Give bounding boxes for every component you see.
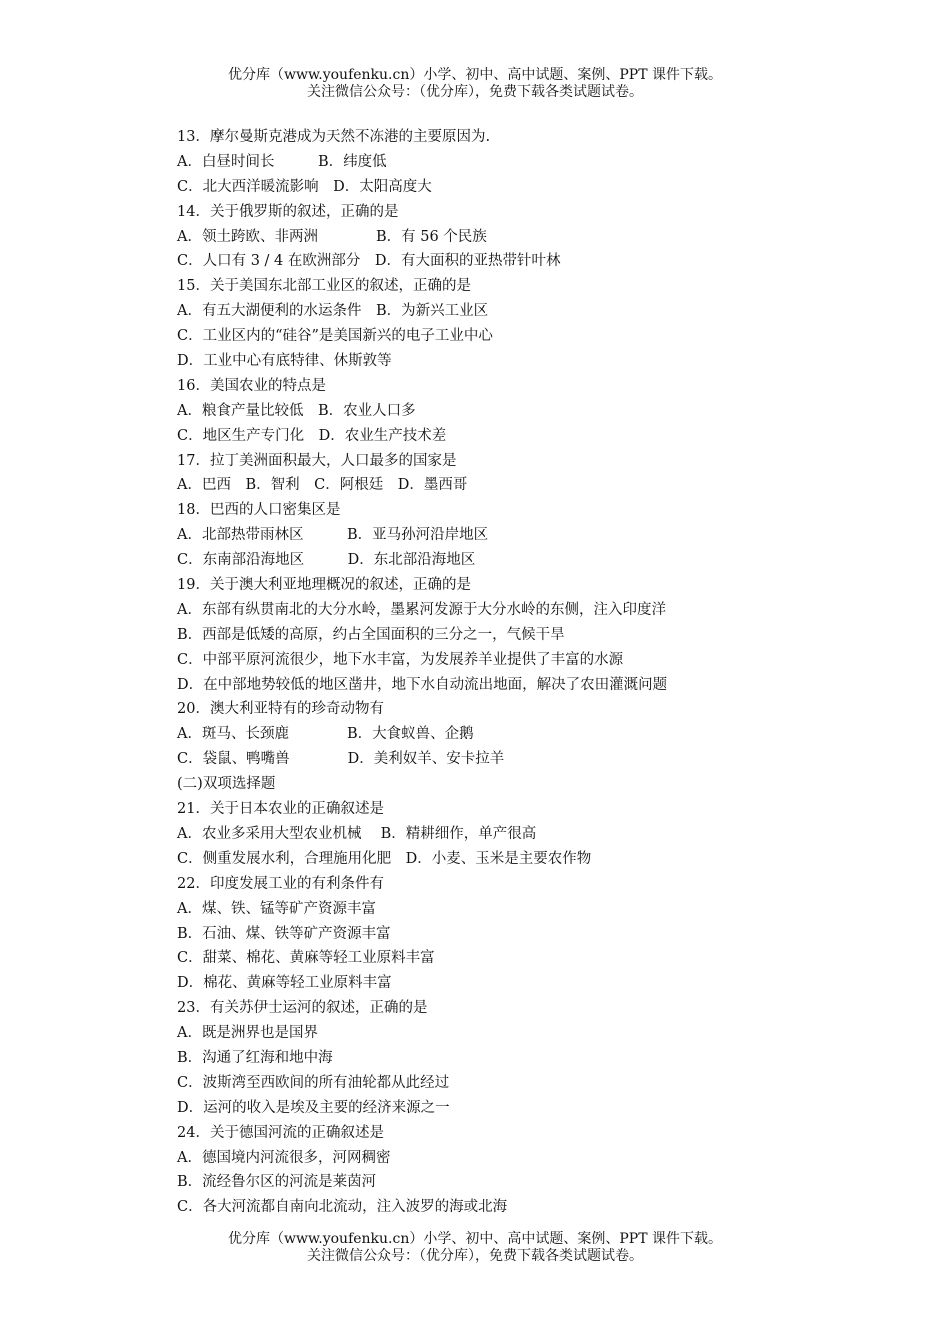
question-19-option-b: B．西部是低矮的高原，约占全国面积的三分之一，气候干旱 [177, 626, 565, 643]
question-24-option-c: C．各大河流都自南向北流动，注入波罗的海或北海 [177, 1199, 508, 1216]
question-15-options-ab: A．有五大湖便利的水运条件 B．为新兴工业区 [177, 303, 489, 320]
question-24-option-b: B．流经鲁尔区的河流是莱茵河 [177, 1174, 377, 1191]
question-15-option-c: C．工业区内的“硅谷”是美国新兴的电子工业中心 [177, 328, 493, 345]
question-17-stem: 17．拉丁美洲面积最大，人口最多的国家是 [177, 452, 457, 469]
question-18-stem: 18．巴西的人口密集区是 [177, 502, 341, 519]
question-19-option-a: A．东部有纵贯南北的大分水岭，墨累河发源于大分水岭的东侧，注入印度洋 [177, 601, 666, 618]
question-18-options-cd: C．东南部沿海地区 D．东北部沿海地区 [177, 552, 476, 569]
question-19-option-c: C．中部平原河流很少，地下水丰富，为发展养羊业提供了丰富的水源 [177, 651, 624, 668]
question-14-options-cd: C．人口有 3 / 4 在欧洲部分 D．有大面积的亚热带针叶林 [177, 253, 561, 270]
question-22-stem: 22．印度发展工业的有利条件有 [177, 875, 384, 892]
section-heading: (二)双项选择题 [177, 776, 276, 793]
question-23-option-c: C．波斯湾至西欧间的所有油轮都从此经过 [177, 1074, 450, 1091]
question-16-stem: 16．美国农业的特点是 [177, 377, 326, 394]
question-22-option-a: A．煤、铁、锰等矿产资源丰富 [177, 900, 376, 917]
question-22-option-d: D．棉花、黄麻等轻工业原料丰富 [177, 975, 392, 992]
footer-line-1: 优分库（www.youfenku.cn）小学、初中、高中试题、案例、PPT 课件下载。 [227, 1231, 722, 1247]
question-23-option-d: D．运河的收入是埃及主要的经济来源之一 [177, 1099, 450, 1116]
question-21-options-cd: C．侧重发展水利，合理施用化肥 D．小麦、玉米是主要农作物 [177, 850, 592, 867]
question-13-options-ab: A．白昼时间长 B．纬度低 [177, 153, 387, 170]
question-14-options-ab: A．领土跨欧、非两洲 B．有 56 个民族 [177, 228, 487, 245]
question-20-options-cd: C．袋鼠、鸭嘴兽 D．美利奴羊、安卡拉羊 [177, 751, 505, 768]
question-23-option-a: A．既是洲界也是国界 [177, 1025, 318, 1042]
question-16-options-cd: C．地区生产专门化 D．农业生产技术差 [177, 427, 447, 444]
question-24-stem: 24．关于德国河流的正确叙述是 [177, 1124, 384, 1141]
question-21-stem: 21．关于日本农业的正确叙述是 [177, 801, 384, 818]
header-line-2: 关注微信公众号：（优分库），免费下载各类试题试卷。 [307, 84, 643, 100]
question-14-stem: 14．关于俄罗斯的叙述，正确的是 [177, 203, 399, 220]
question-23-option-b: B．沟通了红海和地中海 [177, 1049, 333, 1066]
question-list [177, 125, 877, 1220]
page-header [0, 67, 950, 101]
question-16-options-ab: A．粮食产量比较低 B．农业人口多 [177, 402, 416, 419]
question-19-option-d: D．在中部地势较低的地区凿井，地下水自动流出地面，解决了农田灌溉问题 [177, 676, 668, 693]
header-line-1: 优分库（www.youfenku.cn）小学、初中、高中试题、案例、PPT 课件下载。 [227, 67, 722, 83]
question-20-stem: 20．澳大利亚特有的珍奇动物有 [177, 701, 384, 718]
question-18-options-ab: A．北部热带雨林区 B．亚马孙河沿岸地区 [177, 527, 489, 544]
question-22-option-b: B．石油、煤、铁等矿产资源丰富 [177, 925, 391, 942]
question-22-option-c: C．甜菜、棉花、黄麻等轻工业原料丰富 [177, 950, 435, 967]
question-21-options-ab: A．农业多采用大型农业机械 B．精耕细作，单产很高 [177, 825, 537, 842]
question-13-stem: 13．摩尔曼斯克港成为天然不冻港的主要原因为. [177, 129, 491, 145]
question-17-options: A．巴西 B．智利 C．阿根廷 D．墨西哥 [177, 477, 468, 494]
question-24-option-a: A．德国境内河流很多，河网稠密 [177, 1149, 391, 1166]
question-19-stem: 19．关于澳大利亚地理概况的叙述，正确的是 [177, 577, 471, 594]
question-15-stem: 15．关于美国东北部工业区的叙述，正确的是 [177, 278, 471, 295]
question-15-option-d: D．工业中心有底特律、休斯敦等 [177, 353, 392, 370]
page-footer [0, 1231, 950, 1265]
footer-line-2: 关注微信公众号：（优分库），免费下载各类试题试卷。 [307, 1248, 643, 1264]
question-23-stem: 23．有关苏伊士运河的叙述，正确的是 [177, 1000, 428, 1017]
question-20-options-ab: A．斑马、长颈鹿 B．大食蚁兽、企鹅 [177, 726, 474, 743]
question-13-options-cd: C．北大西洋暖流影响 D．太阳高度大 [177, 178, 432, 195]
